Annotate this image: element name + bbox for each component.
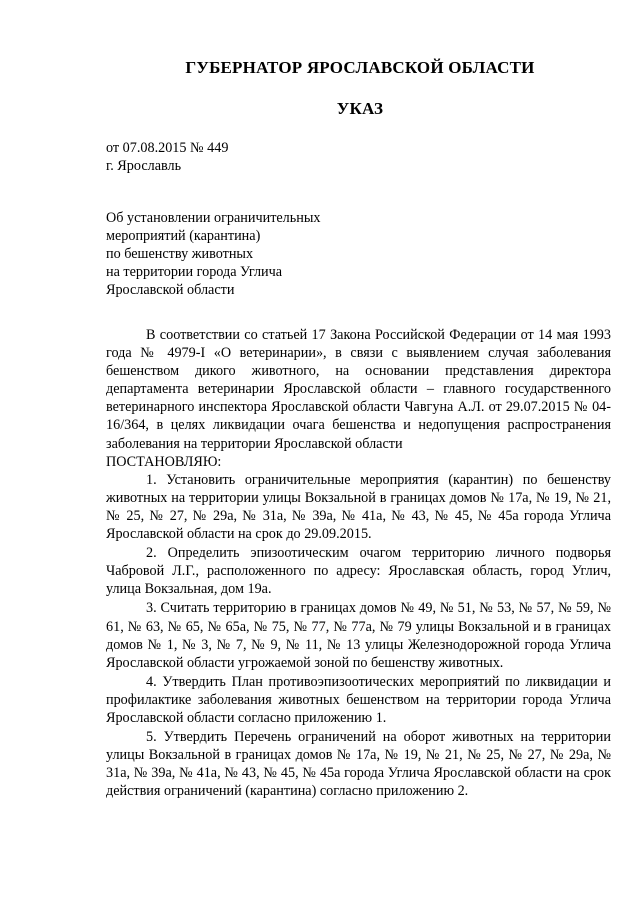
authority-heading: ГУБЕРНАТОР ЯРОСЛАВСКОЙ ОБЛАСТИ <box>185 58 535 77</box>
city: г. Ярославль <box>106 158 182 174</box>
decree-item: 3. Считать территорию в границах домов № 49, № 51, № 53, № 57, № 59, № 61, № 63, № 65, № 65а, № 75, № 77, № 77а, № 79 улицы Вокзальной и в границах домов № 1, № 3, № 7, № 9, № 11, № 13 улицы Железнодорожной города Углича Ярославской области угрожаемой зоной по бешенству животных. <box>106 600 611 671</box>
subject-line: Ярославской области <box>106 282 235 298</box>
decree-item: 4. Утвердить План противоэпизоотических мероприятий по ликвидации и профилактике заболевания животных бешенством на территории города Углича Ярославской области согласно приложению 1. <box>106 673 611 726</box>
subject-line: на территории города Углича <box>106 264 283 280</box>
decree-item: 2. Определить эпизоотическим очагом территорию личного подворья Чабровой Л.Г., расположенного по адресу: Ярославская область, город Углич, улица Вокзальная, дом 19а. <box>106 545 611 598</box>
decree-word: ПОСТАНОВЛЯЮ: <box>106 453 222 470</box>
subject-line: мероприятий (карантина) <box>106 228 261 244</box>
decree-item: 1. Установить ограничительные мероприятия (карантин) по бешенству животных на территории улицы Вокзальной в границах домов № 17а, № 19, № 21, № 25, № 27, № 29а, № 31а, № 39а, № 41а, № 43, № 45, № 45а города Углича Ярославской области на срок до 29.09.2015. <box>106 471 611 543</box>
doc-type-heading: УКАЗ <box>336 99 384 118</box>
decree-body <box>106 326 611 800</box>
date-number: от 07.08.2015 № 449 <box>106 140 229 156</box>
preamble-paragraph: В соответствии со статьей 17 Закона Российской Федерации от 14 мая 1993 года № 4979-I «О ветеринарии», в связи с выявлением случая заболевания бешенством дикого животного, на основании представления директора департамента ветеринарии Ярославской области – главного государственного ветеринарного инспектора Ярославской области Чавгуна А.Л. от 29.07.2015 № 04-16/364, в целях ликвидации очага бешенства и недопущения распространения заболевания на территории Ярославской области <box>106 327 611 452</box>
subject-line: Об установлении ограничительных <box>106 210 321 226</box>
decree-item: 5. Утвердить Перечень ограничений на оборот животных на территории улицы Вокзальной в границах домов № 17а, № 19, № 21, № 25, № 27, № 29а, № 31а, № 39а, № 41а, № 43, № 45, № 45а города Углича Ярославской области на срок действия ограничений (карантина) согласно приложению 2. <box>106 729 611 800</box>
subject-line: по бешенству животных <box>106 246 254 262</box>
